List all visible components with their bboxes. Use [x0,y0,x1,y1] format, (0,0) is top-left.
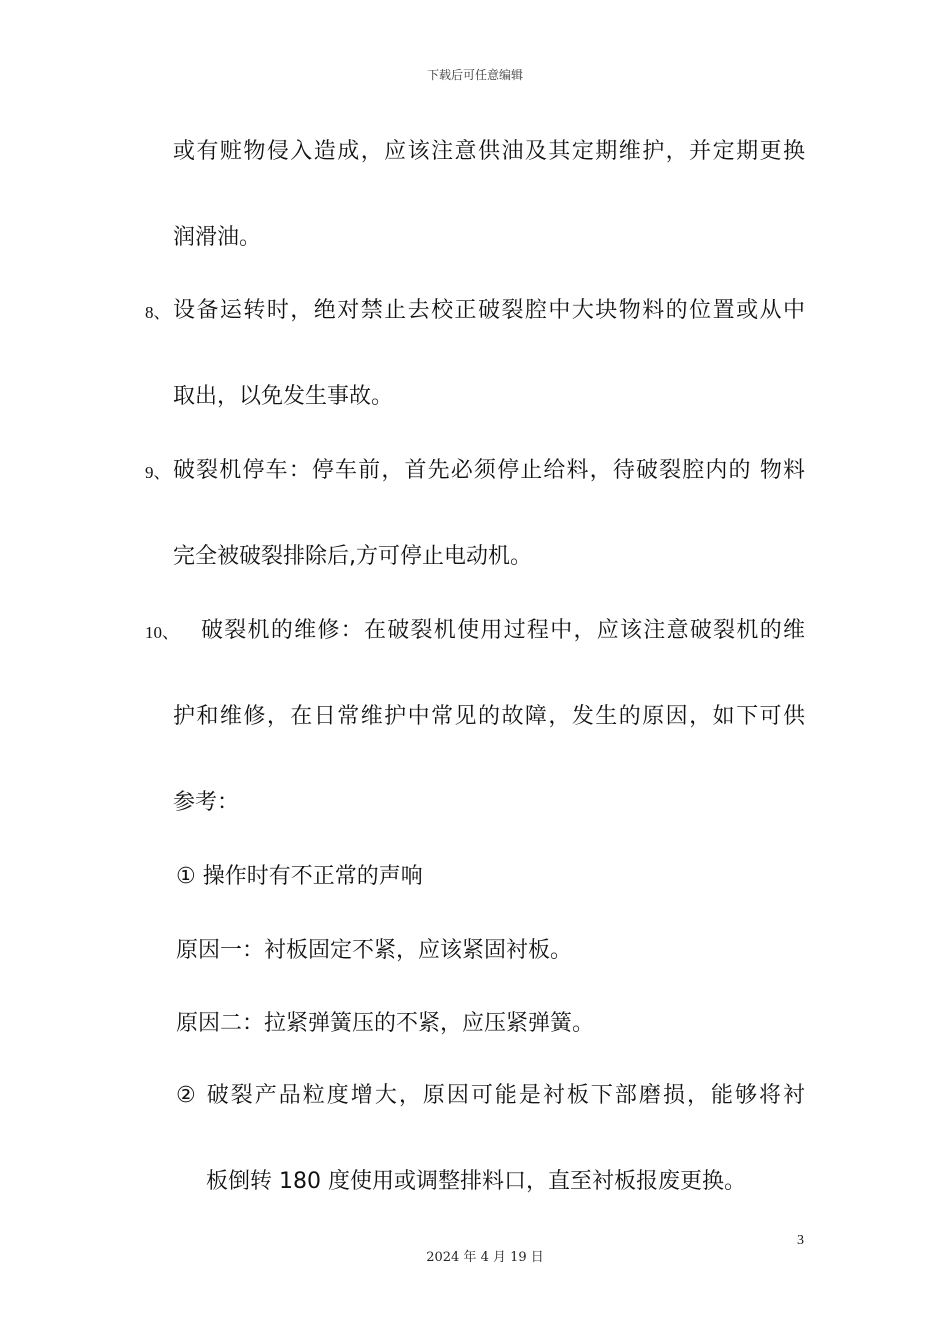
list-item-line: 破裂机的维修：在破裂机使用过程中，应该注意破裂机的维 [201,618,805,643]
list-number: 9、 [145,463,171,482]
list-item-line: 取出，以免发生事故。 [173,384,394,409]
fault-detail: 板倒转 180 度使用或调整排料口，直至衬板报废更换。 [206,1169,746,1194]
fault-heading: ① 操作时有不正常的声响 [176,864,423,889]
paragraph-line: 或有赃物侵入造成，应该注意供油及其定期维护，并定期更换 [173,139,805,164]
fault-cause: 原因二：拉紧弹簧压的不紧，应压紧弹簧。 [176,1011,595,1036]
page-header: 下载后可任意编辑 [426,68,523,82]
fault-cause: 原因一：衬板固定不紧，应该紧固衬板。 [176,938,573,963]
page-number: 3 [797,1233,804,1248]
paragraph-line: 润滑油。 [173,225,262,250]
fault-heading: ② 破裂产品粒度增大，原因可能是衬板下部磨损，能够将衬 [176,1083,805,1108]
list-item-line: 完全被破裂排除后,方可停止电动机。 [173,544,532,569]
list-item-line: 参考： [173,790,240,815]
list-number: 10、 [145,623,179,642]
list-item-line: 破裂机停车：停车前，首先必须停止给料，待破裂腔内的 物料 [173,458,805,483]
list-number: 8、 [145,303,171,322]
list-item-line: 设备运转时，绝对禁止去校正破裂腔中大块物料的位置或从中 [173,298,805,323]
list-item-line: 护和维修，在日常维护中常见的故障，发生的原因，如下可供 [173,704,805,729]
footer-date: 2024 年 4 月 19 日 [426,1250,544,1265]
